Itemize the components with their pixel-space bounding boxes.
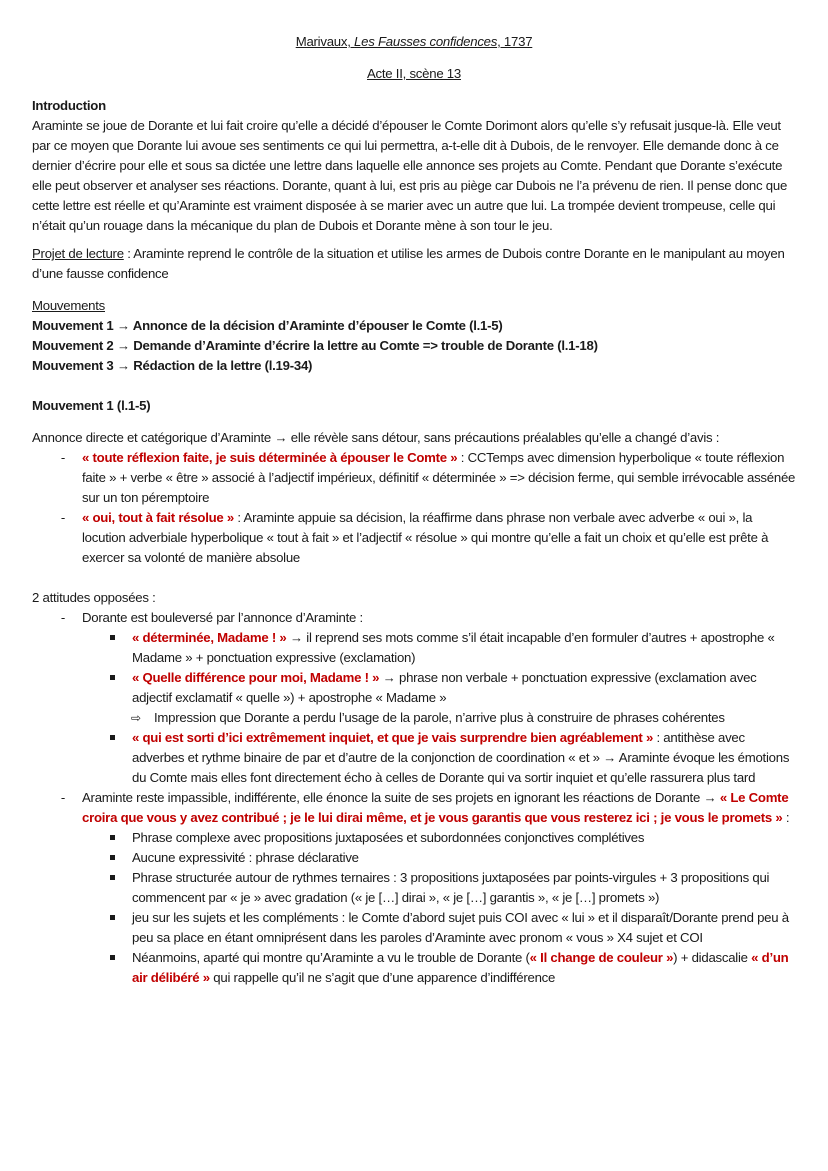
dorante-subpoints <box>32 708 796 728</box>
square-bullet-icon <box>110 835 115 840</box>
araminte-text: Araminte reste impassible, indifférente, elle énonce la suite de ses projets en ignorant les réactions de Dorante → <box>82 790 720 805</box>
analysis-text: jeu sur les sujets et les compléments : le Comte d’abord sujet puis COI avec « lui » et il disparaît/Dorante prend peu à peu sa place en étant omniprésent dans les paroles d’Araminte avec pronom « vous » X4 sujet et COI <box>132 910 789 945</box>
projet-text: : Araminte reprend le contrôle de la situation et utilise les armes de Dubois contre Dorante en le manipulant au moyen d’une fausse confidence <box>32 246 785 281</box>
dash-bullet-icon: - <box>60 790 66 805</box>
mouvements-heading: Mouvements <box>32 298 105 313</box>
introduction-section <box>32 96 796 236</box>
list-item <box>32 508 796 568</box>
projet-label: Projet de lecture <box>32 246 124 261</box>
list-item <box>32 708 796 728</box>
mouvement-item-3: Mouvement 3 → Rédaction de la lettre (l.19-34) <box>32 358 313 373</box>
analysis-text: Aucune expressivité : phrase déclarative <box>132 850 359 865</box>
attitudes-list <box>32 608 796 628</box>
mouvement1-intro: Annonce directe et catégorique d’Araminte → elle révèle sans détour, sans précautions préalables qu’elle a changé d’avis : <box>32 430 720 445</box>
analysis-text: → il reprend ses mots comme s’il était incapable d’en formuler d’autres + apostrophe « Madame » + ponctuation expressive (exclamation) <box>132 630 775 665</box>
araminte-points <box>32 828 796 988</box>
mouvements-section <box>32 296 796 376</box>
attitudes-heading: 2 attitudes opposées : <box>32 590 156 605</box>
square-bullet-icon <box>110 635 115 640</box>
mouvement1-heading: Mouvement 1 (l.1-5) <box>32 398 151 413</box>
list-item <box>32 908 796 948</box>
dash-bullet-icon: - <box>60 510 66 525</box>
quote: « Il change de couleur » <box>529 950 674 965</box>
dorante-points-cont <box>32 728 796 788</box>
list-item-dorante <box>32 608 796 628</box>
square-bullet-icon <box>110 955 115 960</box>
square-bullet-icon <box>110 675 115 680</box>
mouvement1-points <box>32 448 796 568</box>
introduction-heading: Introduction <box>32 98 106 113</box>
mouvement-item-1: Mouvement 1 → Annonce de la décision d’Araminte d’épouser le Comte (l.1-5) <box>32 318 503 333</box>
arrow-right-icon: ⇨ <box>131 711 141 725</box>
mouvement-item-2: Mouvement 2 → Demande d’Araminte d’écrire la lettre au Comte => trouble de Dorante (l.1-18) <box>32 338 598 353</box>
quote: « Quelle différence pour moi, Madame ! » <box>132 670 380 685</box>
analysis-text: Phrase structurée autour de rythmes ternaires : 3 propositions juxtaposées par points-virgules + 3 propositions qui commencent par « je » avec gradation (« je […] dirai », « je […] garantis », « je […] promets ») <box>132 870 770 905</box>
analysis-text: → phrase non verbale + ponctuation expressive (exclamation avec adjectif exclamatif « quelle ») + apostrophe « Madame » <box>132 670 757 705</box>
list-item: Néanmoins, aparté qui montre qu’Araminte a vu le trouble de Dorante (« Il change de couleur ») + didascalie « d’un air délibéré » qui rappelle qu’il ne s’agit que d’une apparence d’indifférence <box>32 948 796 988</box>
list-item <box>32 628 796 668</box>
quote: « qui est sorti d’ici extrêmement inquiet, et que je vais surprendre bien agréablement » <box>132 730 654 745</box>
list-item <box>32 668 796 708</box>
list-item-araminte: - Araminte reste impassible, indifférente, elle énonce la suite de ses projets en ignorant les réactions de Dorante → « Le Comte croira que vous y avez contribué ; je le lui dirai même, et je vous garantis que vous resterez ici ; je vous le promets » : <box>60 790 790 825</box>
analysis-text: : Araminte appuie sa décision, la réaffirme dans phrase non verbale avec adverbe « oui », la locution adverbiale hyperbolique « tout à fait » et l’adjectif « résolue » qui montre qu’elle a fait un choix et qu’elle est prête à exercer sa volonté de manière absolue <box>82 510 769 565</box>
analysis-text: : CCTemps avec dimension hyperbolique « toute réflexion faite » + verbe « être » associé à l’adjectif impérieux, définitif « déterminée » => décision ferme, qui semble irrévocable assénée sur un ton péremptoire <box>82 450 796 505</box>
title-year: , 1737 <box>497 34 533 49</box>
document-title <box>32 32 796 52</box>
list-item <box>32 828 796 848</box>
title-author: Marivaux, <box>295 34 355 49</box>
list-item <box>32 728 796 788</box>
dash-bullet-icon: - <box>60 610 66 625</box>
attitudes-list-2 <box>32 788 796 828</box>
dorante-points <box>32 628 796 708</box>
square-bullet-icon <box>110 855 115 860</box>
analysis-text: : antithèse avec adverbes et rythme binaire de par et d’autre de la conjonction de coordination « et » → Araminte évoque les émotions du Comte mais elles font directement écho à celles de Dorante qui va sortir inquiet et qu’elle rassurera plus tard <box>132 730 790 785</box>
square-bullet-icon <box>110 735 115 740</box>
dorante-text: Dorante est bouleversé par l’annonce d’Araminte : <box>82 610 363 625</box>
quote: « toute réflexion faite, je suis déterminée à épouser le Comte » <box>82 450 458 465</box>
list-item <box>32 448 796 508</box>
list-item <box>32 848 796 868</box>
list-item <box>32 868 796 908</box>
conclusion-text: Impression que Dorante a perdu l’usage de la parole, n’arrive plus à construire de phrases cohérentes <box>154 710 725 725</box>
square-bullet-icon <box>110 915 115 920</box>
introduction-text: Araminte se joue de Dorante et lui fait croire qu’elle a décidé d’épouser le Comte Dorimont alors qu’elle s’y refusait jusque-là. Elle veut par ce moyen que Dorante lui avoue ses sentiments ce qui lui permettra, a-t-elle dit à Dubois, de le renvoyer. Elle demande donc à ce dernier d’écrire pour elle et sous sa dictée une lettre dans laquelle elle annonce ses projets au Comte. Pendant que Dorante s’exécute elle peut observer et analyser ses réactions. Dorante, quant à lui, est pris au piège car Dubois ne l’a prévenu de rien. Il pense donc que cette lettre est réelle et qu’Araminte est vraiment disposée à se marier avec un autre que lui. La trompée devient trompeuse, celle qui n’était qu’un rouage dans la mécanique du plan de Dubois et Dorante mène à son tour le jeu. <box>32 118 788 233</box>
projet-section <box>32 244 796 284</box>
square-bullet-icon <box>110 875 115 880</box>
mouvement1-section <box>32 396 796 988</box>
analysis-text: Phrase complexe avec propositions juxtaposées et subordonnées conjonctives complétives <box>132 830 645 845</box>
quote: « déterminée, Madame ! » <box>132 630 287 645</box>
dash-bullet-icon: - <box>60 450 66 465</box>
document-subtitle: Acte II, scène 13 <box>367 66 461 81</box>
quote: « Le Comte croira que vous y avez contribué ; je le lui dirai même, et je vous garantis que vous resterez ici ; je vous le promets » <box>82 790 789 825</box>
title-work: Les Fausses confidences <box>354 34 498 49</box>
quote: « oui, tout à fait résolue » <box>82 510 235 525</box>
quote: « d’un air délibéré » <box>132 950 789 985</box>
